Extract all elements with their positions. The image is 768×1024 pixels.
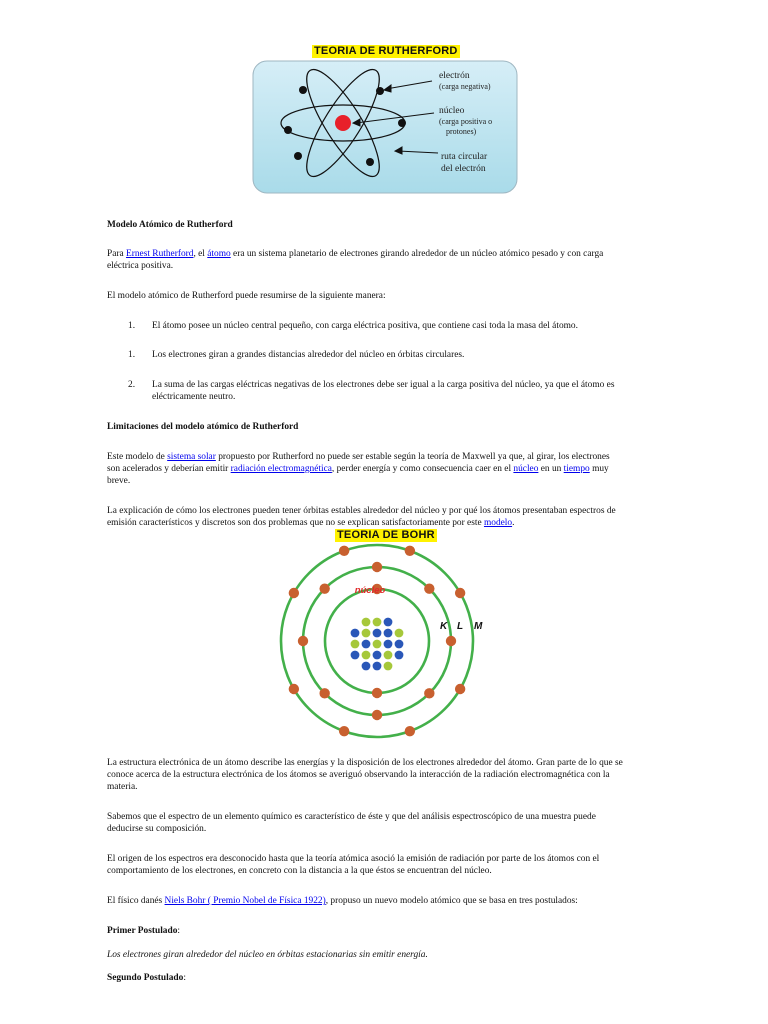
electron [405, 726, 415, 736]
paragraph-limitaciones-line2: son acelerados y deberían emitir radiación electromagnética, perder energía y como consecuencia caer en el núcleo en un tiempo muy [107, 464, 609, 474]
electron [372, 710, 382, 720]
rutherford-title: TEORIA DE RUTHERFORD [314, 45, 458, 57]
label-nucleo-charge-1: (carga positiva o [439, 117, 493, 126]
bohr-title: TEORIA DE BOHR [337, 529, 435, 541]
paragraph-resumen: El modelo atómico de Rutherford puede resumirse de la siguiente manera: [107, 291, 386, 301]
electron [298, 636, 308, 646]
link-tiempo[interactable]: tiempo [563, 464, 590, 474]
list-item-3: La suma de las cargas eléctricas negativas de los electrones debe ser igual a la carga positiva del núcleo, ya que el átomo es [152, 380, 615, 390]
electron [319, 583, 329, 593]
neutron [351, 640, 360, 649]
paragraph-espectro-line1: Sabemos que el espectro de un elemento químico es característico de éste y que del análisis espectroscópico de una muestra puede [107, 812, 596, 822]
heading-limitaciones: Limitaciones del modelo atómico de Rutherford [107, 422, 299, 432]
shell-label-m: M [474, 621, 483, 632]
electron [455, 588, 465, 598]
bohr-atom-diagram [276, 540, 488, 740]
label-ruta-2: del electrón [441, 164, 486, 174]
paragraph-limitaciones-line1: Este modelo de sistema solar propuesto por Rutherford no puede ser estable según la teoría de Maxwell ya que, al girar, los electrones [107, 452, 610, 462]
heading-modelo-rutherford: Modelo Atómico de Rutherford [107, 220, 233, 230]
electron [446, 636, 456, 646]
electron [289, 588, 299, 598]
paragraph-estructura-line2: conoce acerca de la estructura electrónica de los átomos se averiguó observando la interacción de la radiación electromagnética con la [107, 770, 610, 780]
paragraph-estructura-line1: La estructura electrónica de un átomo describe las energías y la disposición de los electrones alrededor del átomo. Gran parte de lo que se [107, 758, 623, 768]
neutron [395, 629, 404, 638]
link-niels-bohr[interactable]: Niels Bohr ( Premio Nobel de Física 1922) [164, 896, 326, 906]
neutron [384, 662, 393, 671]
neutron [373, 640, 382, 649]
electron [372, 562, 382, 572]
list-number: 2. [128, 380, 136, 390]
list-item-3-cont: eléctricamente neutro. [152, 392, 236, 402]
proton [384, 618, 393, 627]
proton [384, 629, 393, 638]
paragraph-limitaciones-line3: breve. [107, 476, 131, 486]
shell-label-l: L [457, 621, 464, 632]
link-modelo[interactable]: modelo [483, 518, 513, 528]
paragraph-explicacion-line2: emisión característicos y discretos son dos problemas que no se explican satisfactoriamente por este modelo. [107, 518, 515, 528]
primer-postulado: Primer Postulado: [107, 926, 180, 936]
electron [424, 688, 434, 698]
neutron [362, 629, 371, 638]
electron [339, 726, 349, 736]
link-atomo[interactable]: átomo [207, 249, 231, 259]
paragraph-origen-line1: El origen de los espectros era desconocido hasta que la teoría atómica asoció la emisión de radiación por parte de los átomos con el [107, 854, 600, 864]
label-nucleo: núcleo [439, 106, 465, 116]
electron [289, 684, 299, 694]
proton [395, 640, 404, 649]
proton [373, 662, 382, 671]
proton [362, 662, 371, 671]
proton [351, 651, 360, 660]
bohr-nucleus-label: núcleo [354, 585, 386, 596]
paragraph-rutherford-line2: eléctrica positiva. [107, 261, 174, 271]
link-ernest-rutherford[interactable]: Ernest Rutherford [126, 249, 194, 259]
paragraph-espectro-line2: deducirse su composición. [107, 824, 207, 834]
shell-label-k: K [440, 621, 448, 632]
electron [372, 688, 382, 698]
proton [373, 629, 382, 638]
proton [362, 640, 371, 649]
list-number: 1. [128, 321, 136, 331]
link-radiacion-electromagnetica[interactable]: radiación electromagnética [230, 464, 332, 474]
neutron [384, 651, 393, 660]
label-electron: electrón [439, 71, 470, 81]
list-item-2: Los electrones giran a grandes distancias alrededor del núcleo en órbitas circulares. [152, 350, 465, 360]
list-item-1: El átomo posee un núcleo central pequeño, con carga eléctrica positiva, que contiene casi toda la masa del átomo. [152, 321, 578, 331]
neutron [373, 618, 382, 627]
paragraph-niels-bohr: El físico danés Niels Bohr ( Premio Nobel de Física 1922), propuso un nuevo modelo atómico que se basa en tres postulados: [107, 896, 578, 906]
list-number: 1. [128, 350, 136, 360]
link-nucleo[interactable]: núcleo [513, 464, 539, 474]
primer-postulado-text: Los electrones giran alrededor del núcleo en órbitas estacionarias sin emitir energía. [107, 950, 428, 960]
electron [319, 688, 329, 698]
paragraph-rutherford-line1: Para Ernest Rutherford, el átomo era un sistema planetario de electrones girando alrededor de un núcleo atómico pesado y con carga [107, 249, 604, 259]
segundo-postulado-label: Segundo Postulado [107, 973, 184, 983]
electron [455, 684, 465, 694]
paragraph-origen-line2: comportamiento de los electrones, en concreto con la distancia a la que éstos se encuentran del núcleo. [107, 866, 492, 876]
electron [339, 546, 349, 556]
label-ruta-1: ruta circular [441, 152, 488, 162]
bohr-nucleus [351, 618, 404, 671]
rutherford-nucleus [335, 115, 351, 131]
segundo-postulado: Segundo Postulado: [107, 973, 186, 983]
paragraph-estructura-line3: materia. [107, 782, 138, 792]
proton [395, 651, 404, 660]
label-nucleo-charge-2: protones) [446, 127, 477, 136]
label-electron-charge: (carga negativa) [439, 82, 491, 91]
paragraph-explicacion-line1: La explicación de cómo los electrones pueden tener órbitas estables alrededor del núcleo y por qué los átomos presentaban espectros de [107, 506, 616, 516]
electron [405, 546, 415, 556]
proton [373, 651, 382, 660]
primer-postulado-label: Primer Postulado [107, 926, 178, 936]
proton [384, 640, 393, 649]
link-sistema-solar[interactable]: sistema solar [167, 452, 216, 462]
electron [424, 583, 434, 593]
neutron [362, 618, 371, 627]
proton [351, 629, 360, 638]
neutron [362, 651, 371, 660]
